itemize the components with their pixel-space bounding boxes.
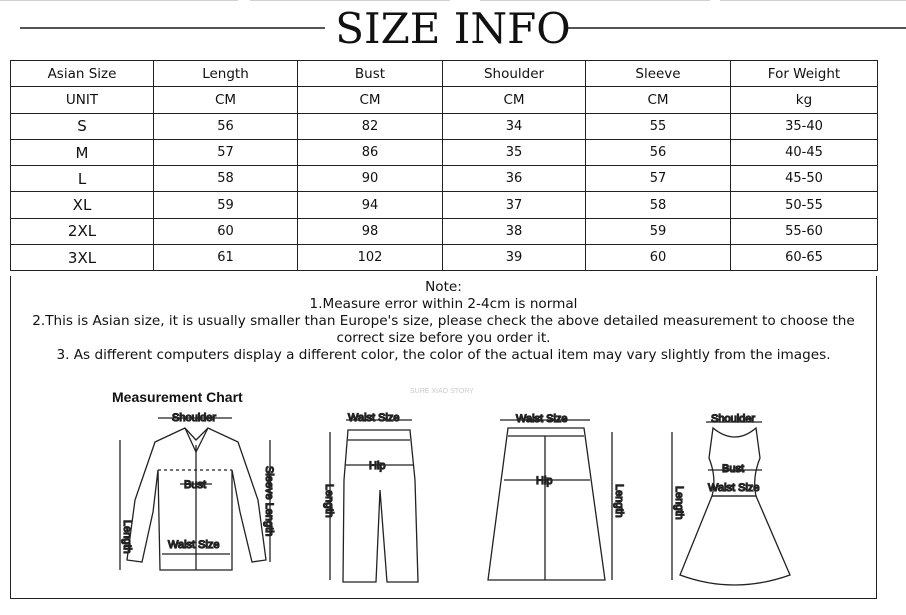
table-cell: 35 bbox=[443, 139, 586, 165]
table-cell: 58 bbox=[586, 192, 731, 218]
table-cell: Asian Size bbox=[11, 61, 154, 87]
table-cell: M bbox=[11, 139, 154, 165]
table-cell: Sleeve bbox=[586, 61, 731, 87]
dress-waist-label: Waist Size bbox=[708, 482, 760, 494]
table-cell: CM bbox=[443, 87, 586, 113]
table-cell: Length bbox=[154, 61, 298, 87]
table-cell: 90 bbox=[298, 166, 443, 192]
table-cell: 94 bbox=[298, 192, 443, 218]
pants-illustration bbox=[330, 420, 418, 582]
table-cell: 40-45 bbox=[731, 139, 878, 165]
table-cell: 38 bbox=[443, 218, 586, 244]
note-line-2: 2.This is Asian size, it is usually smaller than Europe's size, please check the above detailed measurement to choose the correct size before you order it. bbox=[32, 313, 855, 346]
table-cell: 60 bbox=[586, 245, 731, 271]
shirt-sleeve-label: Sleeve Length bbox=[263, 466, 275, 537]
table-cell: 60-65 bbox=[731, 245, 878, 271]
shirt-length-label: Length bbox=[121, 520, 133, 554]
measurement-chart-title: Measurement Chart bbox=[112, 389, 243, 405]
shirt-bust-label: Bust bbox=[184, 479, 207, 491]
note-line-3: 3. As different computers display a different color, the color of the actual item may vary slightly from the images. bbox=[56, 347, 831, 363]
table-cell: CM bbox=[154, 87, 298, 113]
table-cell: CM bbox=[298, 87, 443, 113]
table-cell: 56 bbox=[154, 113, 298, 139]
table-cell: 39 bbox=[443, 245, 586, 271]
dress-illustration bbox=[672, 422, 790, 585]
dress-length-label: Length bbox=[673, 486, 685, 520]
table-cell: 37 bbox=[443, 192, 586, 218]
table-cell: Bust bbox=[298, 61, 443, 87]
table-cell: 57 bbox=[154, 139, 298, 165]
table-cell: 34 bbox=[443, 113, 586, 139]
table-cell: 82 bbox=[298, 113, 443, 139]
table-cell: 55-60 bbox=[731, 218, 878, 244]
table-cell: 2XL bbox=[11, 218, 154, 244]
note-heading: Note: bbox=[425, 279, 462, 295]
table-cell: 50-55 bbox=[731, 192, 878, 218]
table-cell: 60 bbox=[154, 218, 298, 244]
table-cell: 98 bbox=[298, 218, 443, 244]
pants-length-label: Length bbox=[323, 484, 335, 518]
table-cell: 86 bbox=[298, 139, 443, 165]
table-cell: XL bbox=[11, 192, 154, 218]
table-cell: kg bbox=[731, 87, 878, 113]
skirt-hip-label: Hip bbox=[536, 475, 553, 487]
table-cell: 61 bbox=[154, 245, 298, 271]
skirt-illustration bbox=[488, 420, 612, 580]
table-cell: S bbox=[11, 113, 154, 139]
table-cell: 56 bbox=[586, 139, 731, 165]
skirt-waist-label: Waist Size bbox=[516, 413, 568, 425]
table-cell: 35-40 bbox=[731, 113, 878, 139]
dress-shoulder-label: Shoulder bbox=[711, 413, 756, 425]
shirt-shoulder-label: Shoulder bbox=[172, 412, 217, 424]
table-cell: UNIT bbox=[11, 87, 154, 113]
pants-waist-label: Waist Size bbox=[348, 412, 400, 424]
table-cell: For Weight bbox=[731, 61, 878, 87]
pants-hip-label: Hip bbox=[369, 460, 386, 472]
table-cell: 57 bbox=[586, 166, 731, 192]
table-cell: Shoulder bbox=[443, 61, 586, 87]
table-cell: 3XL bbox=[11, 245, 154, 271]
table-cell: 102 bbox=[298, 245, 443, 271]
table-cell: CM bbox=[586, 87, 731, 113]
table-cell: L bbox=[11, 166, 154, 192]
store-watermark: SURE XIAO STORY bbox=[410, 388, 474, 395]
page-title: SIZE INFO bbox=[335, 4, 571, 53]
skirt-length-label: Length bbox=[613, 484, 625, 518]
table-cell: 36 bbox=[443, 166, 586, 192]
table-cell: 59 bbox=[154, 192, 298, 218]
note-line-1: 1.Measure error within 2-4cm is normal bbox=[309, 296, 578, 312]
dress-bust-label: Bust bbox=[722, 463, 745, 475]
table-cell: 45-50 bbox=[731, 166, 878, 192]
table-cell: 55 bbox=[586, 113, 731, 139]
table-cell: 59 bbox=[586, 218, 731, 244]
shirt-waist-label: Waist Size bbox=[168, 539, 220, 551]
table-cell: 58 bbox=[154, 166, 298, 192]
